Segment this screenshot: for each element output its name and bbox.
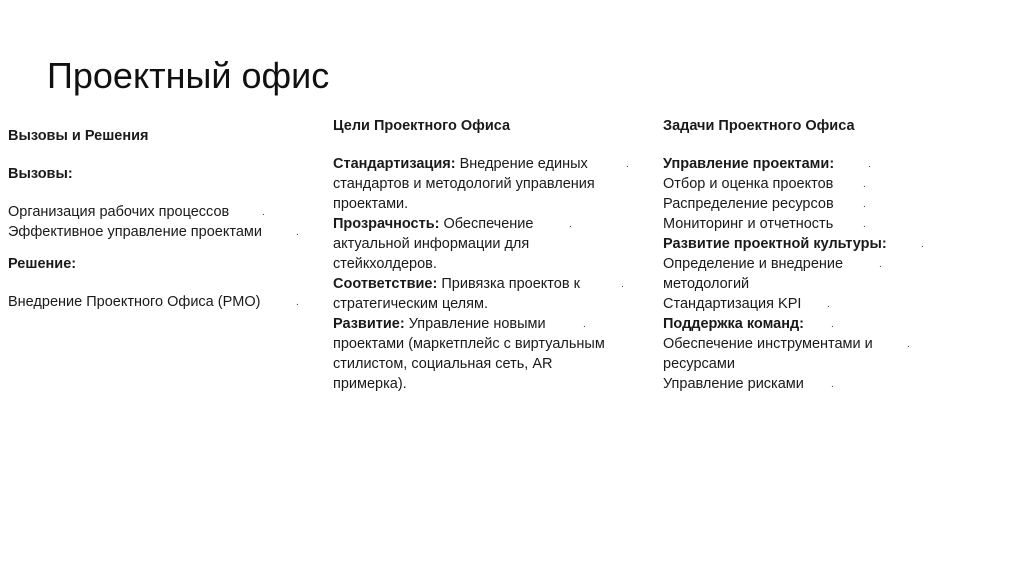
challenge-item: Организация рабочих процессов . xyxy=(8,204,265,220)
goals-column xyxy=(333,116,633,394)
page-title: Проектный офис xyxy=(47,55,330,96)
bullet-dot: . xyxy=(626,159,629,170)
task-item: Управление рисками . xyxy=(663,376,834,392)
tasks-column xyxy=(663,116,928,394)
task-item: Определение и внедрение методологий . xyxy=(663,256,882,292)
task-group-title: Поддержка команд: . xyxy=(663,316,834,332)
task-item: Обеспечение инструментами и ресурсами . xyxy=(663,336,910,372)
bullet-dot: . xyxy=(868,159,871,170)
bullet-dot: . xyxy=(583,319,586,330)
bullet-dot: . xyxy=(863,199,866,210)
task-item: Стандартизация KPI . xyxy=(663,296,830,312)
task-item: Мониторинг и отчетность . xyxy=(663,216,866,232)
goal-item: Стандартизация: Внедрение единых стандартов и методологий управления проектами. . xyxy=(333,156,629,212)
bullet-dot: . xyxy=(863,179,866,190)
bullet-dot: . xyxy=(827,299,830,310)
task-item: Отбор и оценка проектов . xyxy=(663,176,866,192)
bullet-dot: . xyxy=(831,379,834,390)
task-group-title: Развитие проектной культуры: . xyxy=(663,236,924,252)
tasks-heading: Задачи Проектного Офиса xyxy=(663,118,855,134)
bullet-dot: . xyxy=(921,239,924,250)
bullet-dot: . xyxy=(831,319,834,330)
solution-item: Внедрение Проектного Офиса (PMO) . xyxy=(8,294,299,310)
bullet-dot: . xyxy=(296,227,299,238)
bullet-dot: . xyxy=(863,219,866,230)
task-item: Распределение ресурсов . xyxy=(663,196,866,212)
challenges-column xyxy=(8,116,308,312)
challenges-solutions-heading: Вызовы и Решения xyxy=(8,128,149,144)
bullet-dot: . xyxy=(262,207,265,218)
bullet-dot: . xyxy=(879,259,882,270)
challenge-item: Эффективное управление проектами . xyxy=(8,224,299,240)
bullet-dot: . xyxy=(569,219,572,230)
solution-label: Решение: xyxy=(8,256,77,272)
goal-item: Прозрачность: Обеспечение актуальной информации для стейкхолдеров. . xyxy=(333,216,572,272)
task-group-title: Управление проектами: . xyxy=(663,156,871,172)
bullet-dot: . xyxy=(296,297,299,308)
goal-item: Соответствие: Привязка проектов к стратегическим целям. . xyxy=(333,276,624,312)
bullet-dot: . xyxy=(907,339,910,350)
bullet-dot: . xyxy=(621,279,624,290)
goals-heading: Цели Проектного Офиса xyxy=(333,118,511,134)
challenges-label: Вызовы: xyxy=(8,166,73,182)
goal-item: Развитие: Управление новыми проектами (маркетплейс с виртуальным стилистом, социальная сеть, AR примерка). . xyxy=(333,316,605,392)
